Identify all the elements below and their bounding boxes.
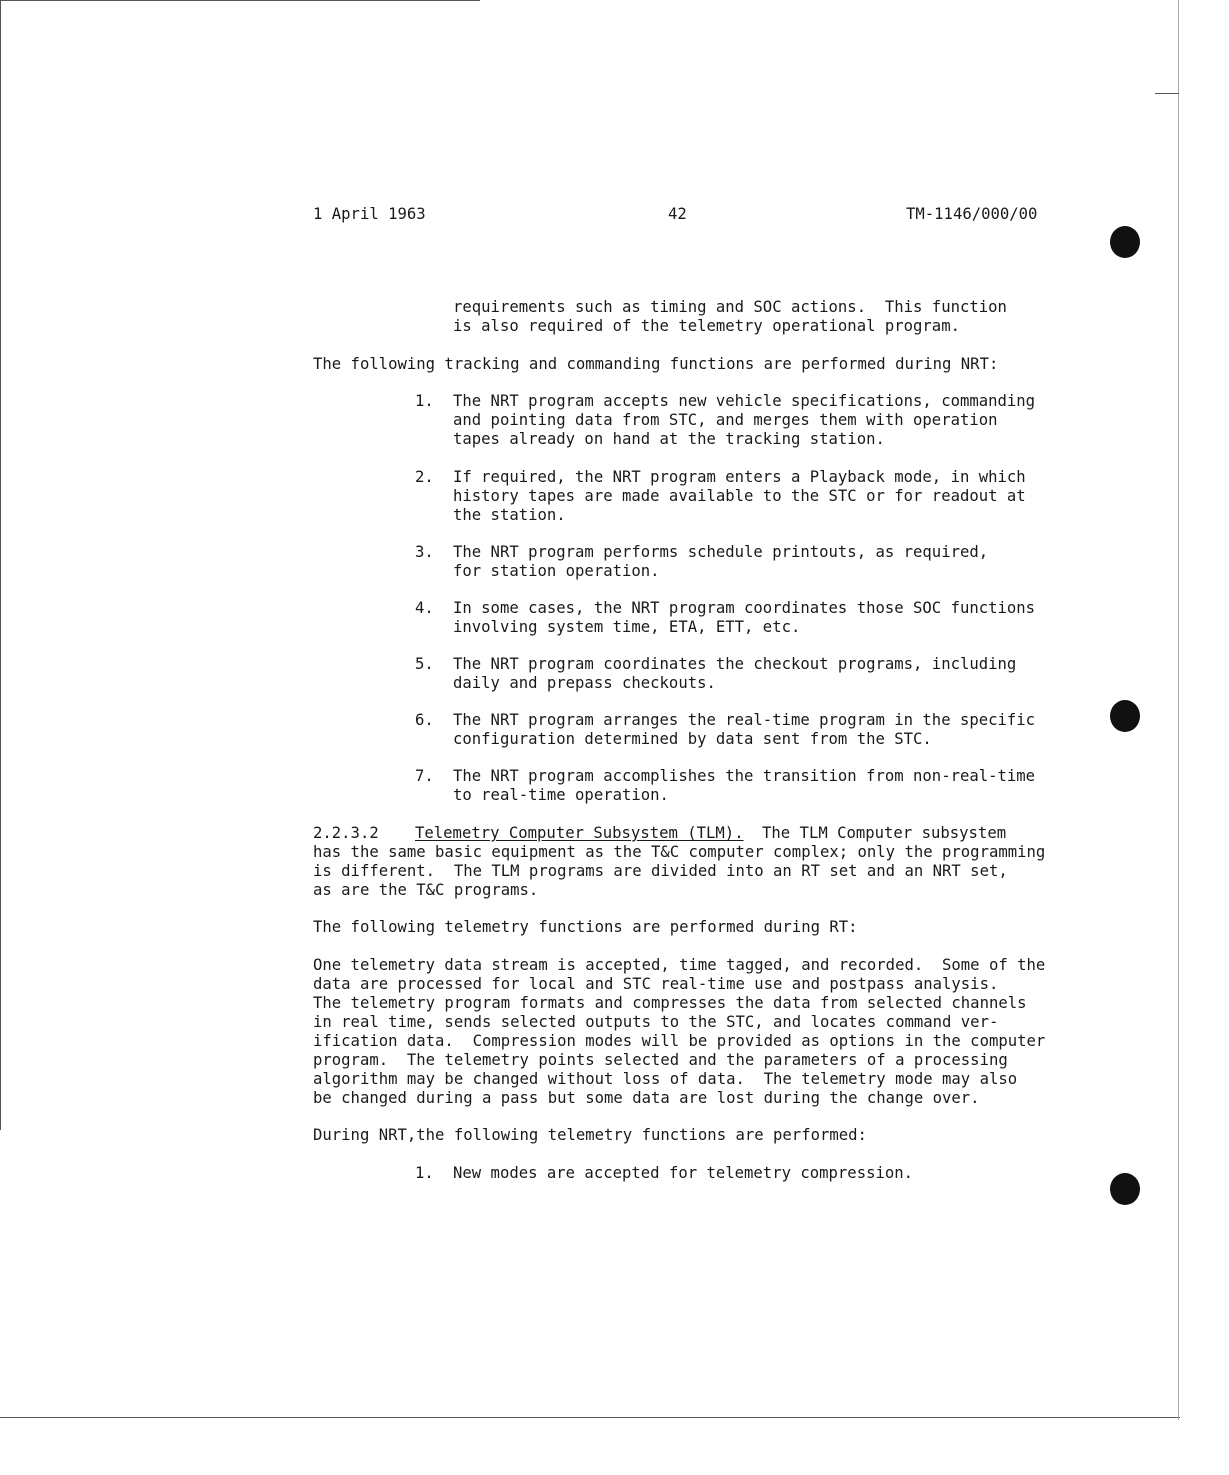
section-number: 2.2.3.2 (313, 824, 379, 842)
list-item-line: the station. (453, 506, 566, 524)
punch-hole-middle (1110, 700, 1140, 732)
section-first-line-rest: The TLM Computer subsystem (762, 824, 1007, 842)
list-item-line: history tapes are made available to the STC or for readout at (453, 487, 1026, 505)
list-item-number: 1. (415, 1164, 434, 1182)
tlm-rt-paragraph-line: program. The telemetry points selected and the parameters of a processing (313, 1051, 1008, 1069)
list-item-number: 4. (415, 599, 434, 617)
list-item-number: 5. (415, 655, 434, 673)
list-item-line: If required, the NRT program enters a Playback mode, in which (453, 468, 1026, 486)
list-item-number: 2. (415, 468, 434, 486)
list-item-line: The NRT program coordinates the checkout programs, including (453, 655, 1017, 673)
list-item-number: 3. (415, 543, 434, 561)
list-item-line: New modes are accepted for telemetry compression. (453, 1164, 914, 1182)
tlm-nrt-intro: During NRT,the following telemetry functions are performed: (313, 1126, 867, 1144)
section-title: Telemetry Computer Subsystem (TLM). (415, 824, 744, 842)
tlm-rt-paragraph-line: in real time, sends selected outputs to the STC, and locates command ver- (313, 1013, 999, 1031)
list-item-number: 6. (415, 711, 434, 729)
tlm-rt-paragraph-line: One telemetry data stream is accepted, time tagged, and recorded. Some of the (313, 956, 1046, 974)
list-item-line: In some cases, the NRT program coordinates those SOC functions (453, 599, 1036, 617)
section-paragraph-line: has the same basic equipment as the T&C computer complex; only the programming (313, 843, 1046, 861)
list-item-number: 1. (415, 392, 434, 410)
tlm-rt-intro: The following telemetry functions are performed during RT: (313, 918, 858, 936)
left-border-line (0, 0, 1, 1130)
list-item-line: involving system time, ETA, ETT, etc. (453, 618, 801, 636)
punch-hole-bottom (1110, 1173, 1140, 1205)
list-item-line: The NRT program accomplishes the transition from non-real-time (453, 767, 1036, 785)
tlm-rt-paragraph-line: The telemetry program formats and compresses the data from selected channels (313, 994, 1027, 1012)
header-date: 1 April 1963 (313, 205, 426, 223)
punch-hole-top (1110, 226, 1140, 258)
header-page-number: 42 (668, 205, 687, 223)
list-item-line: for station operation. (453, 562, 660, 580)
right-edge-tick (1155, 93, 1179, 94)
tc-nrt-intro: The following tracking and commanding functions are performed during NRT: (313, 355, 999, 373)
list-item-line: The NRT program arranges the real-time program in the specific (453, 711, 1036, 729)
list-item-line: The NRT program performs schedule printouts, as required, (453, 543, 989, 561)
list-item-line: daily and prepass checkouts. (453, 674, 716, 692)
intro-line-1: requirements such as timing and SOC actions. This function (453, 298, 1007, 316)
list-item-line: The NRT program accepts new vehicle specifications, commanding (453, 392, 1036, 410)
right-border-line (1178, 0, 1179, 1420)
tlm-rt-paragraph-line: data are processed for local and STC real-time use and postpass analysis. (313, 975, 999, 993)
list-item-number: 7. (415, 767, 434, 785)
intro-line-2: is also required of the telemetry operational program. (453, 317, 960, 335)
list-item-line: tapes already on hand at the tracking station. (453, 430, 885, 448)
header-doc-id: TM-1146/000/00 (906, 205, 1038, 223)
top-border-line (0, 0, 480, 1)
bottom-border-line (0, 1417, 1180, 1418)
tlm-rt-paragraph-line: ification data. Compression modes will be provided as options in the computer (313, 1032, 1046, 1050)
list-item-line: and pointing data from STC, and merges them with operation (453, 411, 998, 429)
tlm-rt-paragraph-line: be changed during a pass but some data are lost during the change over. (313, 1089, 980, 1107)
list-item-line: to real-time operation. (453, 786, 669, 804)
list-item-line: configuration determined by data sent from the STC. (453, 730, 932, 748)
section-paragraph-line: is different. The TLM programs are divided into an RT set and an NRT set, (313, 862, 1008, 880)
section-paragraph-line: as are the T&C programs. (313, 881, 539, 899)
tlm-rt-paragraph-line: algorithm may be changed without loss of data. The telemetry mode may also (313, 1070, 1018, 1088)
